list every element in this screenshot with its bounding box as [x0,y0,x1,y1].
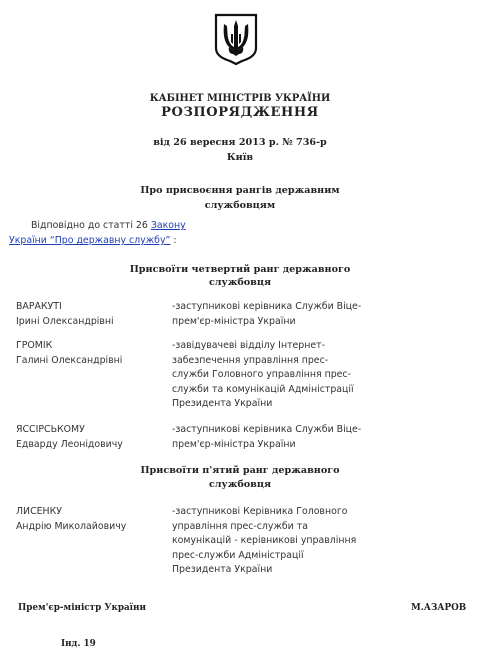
section4-heading-1: Присвоїти четвертий ранг державного [129,264,351,275]
section5-heading-2: службовця [208,479,272,490]
person-position: -завідувачеві відділу Інтернет- забезпечення управління прес- служби Головного управління прес- служби та комунікацій Адміністрації Президента України [172,340,354,410]
person-name: ГРОМІК Галині Олександрівні [16,340,123,366]
person-position: -заступникові керівника Служби Віце- прем'єр-міністра України [172,301,362,327]
person-position: -заступникові Керівника Головного управління прес-служби та комунікацій - керівникові управління прес-служби Адміністрації Президента України [172,506,357,576]
person-name: ЯССІРСЬКОМУ Едварду Леонідовичу [16,424,123,450]
coat-of-arms-icon [213,12,259,66]
law-link-part-1[interactable]: Закону [150,220,186,231]
person-name: ВАРАКУТІ Ірині Олександрівні [16,301,114,327]
subject-line-2: службовцям [204,200,276,211]
date-number: від 26 вересня 2013 р. № 736-р [153,137,327,148]
section4-heading-2: службовця [208,277,272,288]
basis-prefix: Відповідно до статті 26 [31,220,148,231]
basis-line-1 [31,220,186,231]
document-index: Інд. 19 [61,639,96,649]
signature-title: Прем'єр-міністр України [18,603,146,613]
org-name: КАБІНЕТ МІНІСТРІВ УКРАЇНИ [149,93,331,104]
basis-line-2 [9,235,177,246]
section5-heading-1: Присвоїти п'ятий ранг державного [140,465,340,476]
subject-line-1: Про присвоєння рангів державним [140,185,340,196]
person-name: ЛИСЕНКУ Андрію Миколайовичу [16,506,127,532]
signature-name: М.АЗАРОВ [411,603,467,613]
city: Київ [226,152,254,163]
document-type: РОЗПОРЯДЖЕННЯ [161,105,319,120]
person-position: -заступникові керівника Служби Віце- прем'єр-міністра України [172,424,362,450]
law-link-part-2[interactable]: України “Про державну службу” [9,235,171,246]
basis-suffix: : [173,235,177,246]
trident-svg [213,12,259,66]
